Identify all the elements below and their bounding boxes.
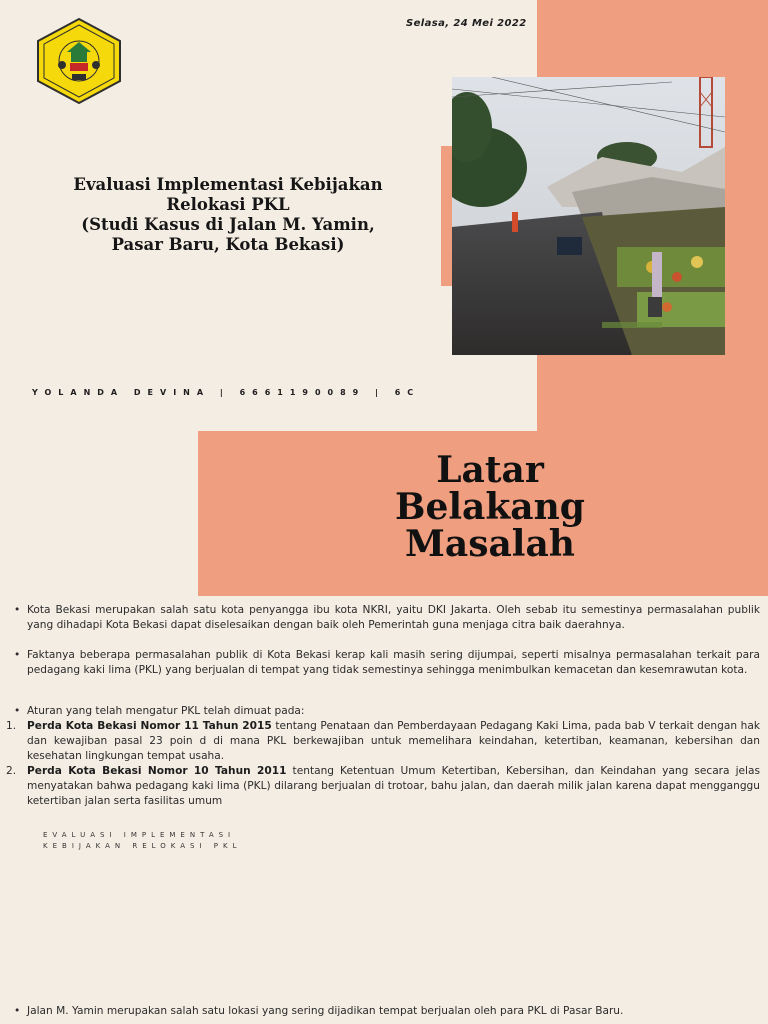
publication-date: Selasa, 24 Mei 2022 <box>406 18 527 29</box>
title-line: Pasar Baru, Kota Bekasi) <box>111 235 345 254</box>
numbered-item <box>6 719 760 764</box>
section-heading <box>340 449 640 565</box>
regulation-description: tentang Penataan dan Pemberdayaan Pedagang Kaki Lima, pada bab V terkait dengan hak dan kewajiban pasal 23 poin d di mana PKL berkewajiban untuk memelihara keindahan, ketertiban, keamanan, kebersihan dan kesehatan lingkungan tempat usaha. <box>27 720 760 762</box>
regulation-title: Perda Kota Bekasi Nomor 11 Tahun 2015 <box>27 720 272 732</box>
regulation-title: Perda Kota Bekasi Nomor 10 Tahun 2011 <box>27 765 287 777</box>
bullet-text: Kota Bekasi merupakan salah satu kota penyangga ibu kota NKRI, yaitu DKI Jakarta. Oleh sebab itu semestinya permasalahan publik yang dihadapi Kota Bekasi dapat diselesaikan dengan baik oleh Pemerintah guna menjaga citra baik daerahnya. <box>27 604 760 631</box>
list-item <box>14 1004 760 1019</box>
footer-label-line: KEBIJAKAN RELOKASI PKL <box>43 842 242 850</box>
list-item <box>14 648 760 678</box>
footer-label <box>43 830 241 852</box>
bullet-marker: • <box>14 1005 21 1017</box>
numbered-text <box>27 764 760 809</box>
bullet-text: Aturan yang telah mengatur PKL telah dimuat pada: <box>27 705 305 717</box>
bullet-marker: • <box>14 649 21 661</box>
bullet-marker: • <box>14 705 21 717</box>
bullet-marker: • <box>14 604 21 616</box>
bullet-text: Jalan M. Yamin merupakan salah satu lokasi yang sering dijadikan tempat berjualan oleh para PKL di Pasar Baru. <box>27 1005 624 1017</box>
university-logo-icon <box>34 17 124 105</box>
numbered-text <box>27 719 760 764</box>
list-item <box>14 704 760 719</box>
heading-line: Latar <box>436 449 544 491</box>
footer-label-line: EVALUASI IMPLEMENTASI <box>43 831 236 839</box>
list-item <box>14 603 760 633</box>
document-title <box>18 175 438 255</box>
title-line: (Studi Kasus di Jalan M. Yamin, <box>81 215 375 234</box>
heading-line: Belakang <box>395 486 585 528</box>
number-marker: 2. <box>6 765 17 777</box>
numbered-item <box>6 764 760 809</box>
author-info: YOLANDA DEVINA | 6661190089 | 6C <box>32 388 421 397</box>
number-marker: 1. <box>6 720 17 732</box>
regulation-description: tentang Ketentuan Umum Ketertiban, Kebersihan, dan Keindahan yang secara jelas menyatakan bahwa pedagang kaki lima (PKL) dilarang berjualan di trotoar, bahu jalan, dan daerah milik jalan karena dapat mengganggu ketertiban jalan serta fasilitas umum <box>27 765 760 807</box>
title-line: Relokasi PKL <box>166 195 290 214</box>
title-line: Evaluasi Implementasi Kebijakan <box>73 175 383 194</box>
bullet-text: Faktanya beberapa permasalahan publik di Kota Bekasi kerap kali masih sering dijumpai, seperti misalnya permasalahan terkait para pedagang kaki lima (PKL) yang berjualan di tempat yang tidak semestinya sehingga menimbulkan kemacetan dan kesemrawutan kota. <box>27 649 760 676</box>
heading-line: Masalah <box>405 523 575 565</box>
market-street-photo <box>452 77 725 355</box>
